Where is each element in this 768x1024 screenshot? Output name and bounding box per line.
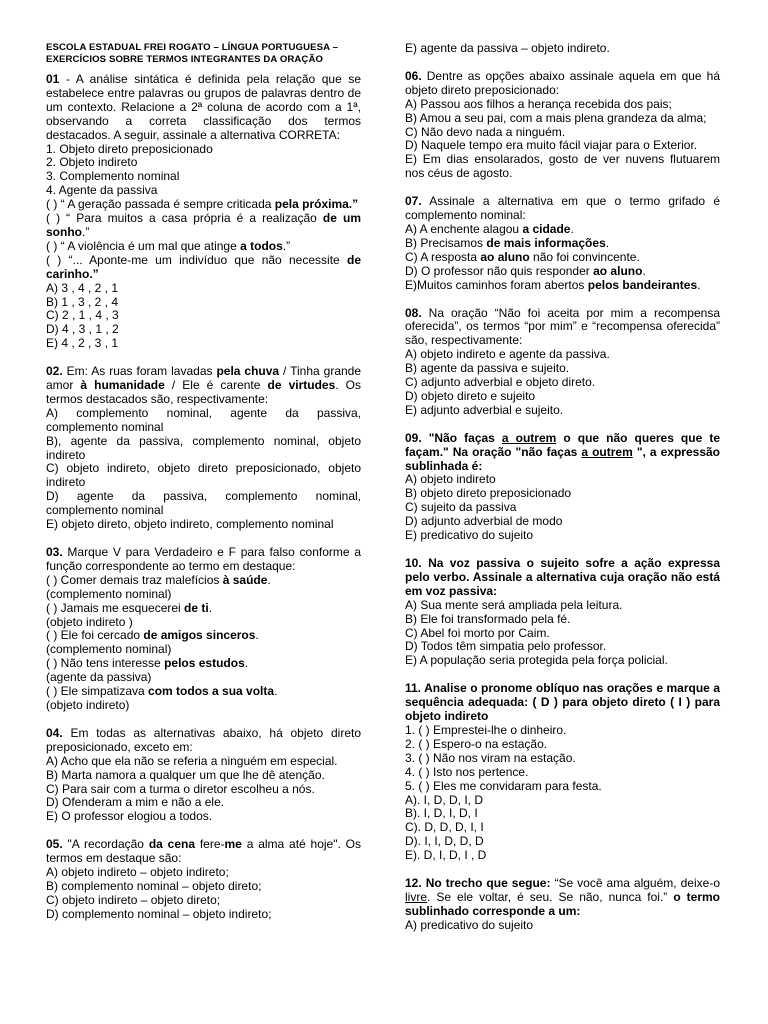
answer-option: E) A população seria protegida pela força policial. (405, 653, 668, 668)
question-06-stem: 06. Dentre as opções abaixo assinale aquela em que há objeto direto preposicionado: (405, 68, 720, 97)
answer-option: D) agente da passiva, complemento nominal, complemento nominal (46, 489, 361, 518)
answer-option: E) agente da passiva – objeto indireto. (405, 41, 610, 55)
answer-option: B) Ele foi transformado pela fé. (405, 611, 571, 626)
answer-option: E) O professor elogiou a todos. (46, 809, 213, 824)
answer-option: A) Sua mente será ampliada pela leitura. (405, 597, 623, 612)
answer-option: D) objeto direto e sujeito (405, 388, 536, 403)
list-item: 3. ( ) Não nos viram na estação. (405, 750, 576, 765)
answer-option: E)Muitos caminhos foram abertos pelos bandeirantes. (405, 277, 701, 292)
statement-note: (agente da passiva) (46, 670, 152, 685)
answer-option: C) Para sair com a turma o diretor escolheu a nós. (46, 781, 315, 796)
answer-option: E). D, I, D, I , D (405, 848, 487, 863)
question-03-number: 03. (46, 545, 63, 559)
answer-option: A) objeto indireto e agente da passiva. (405, 347, 610, 362)
answer-option: C) objeto indireto, objeto direto preposicionado, objeto indireto (46, 461, 361, 490)
question-11 (405, 682, 720, 863)
list-item: 5. ( ) Eles me convidaram para festa. (405, 778, 602, 793)
question-12 (405, 877, 720, 933)
question-02 (46, 365, 361, 532)
answer-option: B) objeto direto preposicionado (405, 486, 572, 501)
question-07 (405, 195, 720, 292)
statement-item: ( ) Ele foi cercado de amigos sinceros. (46, 628, 259, 643)
statement-item: ( ) “ A violência é um mal que atinge a todos.” (46, 238, 291, 253)
answer-option: A) 3 , 4 , 2 , 1 (46, 280, 119, 295)
question-04 (46, 727, 361, 824)
answer-option: D) 4 , 3 , 1 , 2 (46, 322, 119, 337)
statement-note: (complemento nominal) (46, 586, 172, 601)
list-item: 1. Objeto direto preposicionado (46, 141, 213, 156)
statement-item: ( ) Ele simpatizava com todos a sua volta. (46, 684, 278, 699)
right-column (405, 42, 720, 933)
question-07-number: 07. (405, 194, 422, 209)
answer-option: D) Naquele tempo era muito fácil viajar para o Exterior. (405, 138, 698, 153)
answer-option: B), agente da passiva, complemento nominal, objeto indireto (46, 433, 361, 462)
answer-option: B) agente da passiva e sujeito. (405, 361, 570, 376)
answer-option: B) Amou a seu pai, com a mais plena grandeza da alma; (405, 110, 707, 125)
answer-option: D) O professor não quis responder ao aluno. (405, 263, 646, 278)
question-12-number: 12. (405, 876, 422, 891)
question-03-stem: 03. Marque V para Verdadeiro e F para falso conforme a função correspondente ao termo em destaque: (46, 545, 361, 573)
question-02-stem: 02. Em: As ruas foram lavadas pela chuva / Tinha grande amor à humanidade / Ele é carente de virtudes. Os termos destacados são, respectivamente: (46, 364, 362, 406)
answer-option: B) Marta namora a qualquer um que lhe dê atenção. (46, 767, 325, 782)
question-09 (405, 432, 720, 543)
question-10 (405, 557, 720, 668)
statement-item: ( ) Jamais me esquecerei de ti. (46, 600, 213, 615)
statement-item: ( ) “ A geração passada é sempre criticada pela próxima.” (46, 197, 359, 212)
question-05 (46, 838, 361, 921)
answer-option: A) A enchente alagou a cidade. (405, 221, 574, 236)
list-item: 2. ( ) Espero-o na estação. (405, 736, 548, 751)
answer-option: A) objeto indireto – objeto indireto; (46, 865, 229, 880)
left-column (46, 42, 361, 922)
question-12-stem: 12. No trecho que segue: “Se você ama alguém, deixe-o livre. Se ele voltar, é seu. Se não, nunca foi.” o termo sublinhado corresponde a um: (405, 876, 720, 918)
header-line-1: ESCOLA ESTADUAL FREI ROGATO – LÍNGUA PORTUGUESA – (46, 42, 339, 53)
answer-option: C). D, D, D, I, I (405, 820, 484, 835)
answer-option: E) objeto direto, objeto indireto, complemento nominal (46, 517, 334, 532)
answer-option: A) Acho que ela não se referia a ninguém em especial. (46, 753, 338, 768)
question-06-number: 06. (405, 68, 422, 83)
question-10-stem: 10. Na voz passiva o sujeito sofre a ação expressa pelo verbo. Assinale a alternativa cuja oração não está em voz passiva: (405, 556, 720, 598)
statement-note: (objeto indireto ) (46, 614, 133, 629)
question-09-number: 09. (405, 430, 422, 445)
question-08 (405, 307, 720, 418)
answer-option: A). I, D, D, I, D (405, 792, 484, 807)
question-02-number: 02. (46, 364, 63, 379)
answer-option: D) Ofenderam a mim e não a ele. (46, 795, 225, 810)
answer-option: A) Passou aos filhos a herança recebida dos pais; (405, 96, 672, 111)
answer-option: C) Abel foi morto por Caim. (405, 625, 550, 640)
question-04-stem: 04. Em todas as alternativas abaixo, há objeto direto preposicionado, exceto em: (46, 725, 361, 754)
statement-item: ( ) “ Para muitos a casa própria é a realização de um sonho.” (46, 211, 361, 239)
header-line-2: EXERCÍCIOS SOBRE TERMOS INTEGRANTES DA ORAÇÃO (46, 53, 324, 65)
answer-option: E) Em dias ensolarados, gosto de ver nuvens flutuarem nos céus de agosto. (405, 152, 720, 181)
answer-option: D) Todos têm simpatia pelo professor. (405, 639, 607, 654)
statement-note: (objeto indireto) (46, 697, 130, 712)
answer-option: C) adjunto adverbial e objeto direto. (405, 375, 596, 390)
document-header (46, 42, 361, 65)
question-01 (46, 73, 361, 351)
statement-item: ( ) “... Aponte-me um indivíduo que não necessite de carinho.” (46, 252, 361, 281)
question-11-number: 11. (405, 681, 422, 696)
list-item: 4. Agente da passiva (46, 183, 158, 198)
answer-option: C) sujeito da passiva (405, 500, 517, 515)
question-09-stem: 09. "Não faças a outrem o que não queres que te façam." Na oração "não faças a outrem ", a expressão sublinhada é: (405, 430, 720, 473)
answer-option: D). I, I, D, D, D (405, 834, 484, 849)
question-08-stem: 08. Na oração “Não foi aceita por mim a recompensa oferecida”, os termos “por mim” e “recompensa oferecida” são, respectivamente: (405, 305, 720, 348)
answer-option: C) 2 , 1 , 4 , 3 (46, 308, 119, 323)
question-10-number: 10. (405, 556, 422, 570)
answer-option: B) complemento nominal – objeto direto; (46, 878, 262, 893)
answer-option: A) objeto indireto (405, 472, 496, 487)
answer-option: E) predicativo do sujeito (405, 528, 534, 543)
statement-item: ( ) Comer demais traz malefícios à saúde. (46, 572, 271, 587)
answer-option: B) 1 , 3 , 2 , 4 (46, 294, 119, 309)
answer-option: C) objeto indireto – objeto direto; (46, 892, 221, 907)
answer-option: E) 4 , 2 , 3 , 1 (46, 336, 119, 351)
answer-option: B). I, D, I, D, I (405, 806, 478, 821)
list-item: 3. Complemento nominal (46, 169, 180, 184)
answer-option: A) complemento nominal, agente da passiva, complemento nominal (46, 405, 361, 434)
answer-option: A) predicativo do sujeito (405, 917, 534, 932)
answer-option: E) adjunto adverbial e sujeito. (405, 402, 564, 417)
answer-option: D) complemento nominal – objeto indireto; (46, 906, 272, 921)
question-06 (405, 70, 720, 181)
question-04-number: 04. (46, 725, 63, 740)
list-item: 2. Objeto indireto (46, 155, 138, 170)
statement-note: (complemento nominal) (46, 642, 172, 657)
question-05-stem: 05. "A recordação da cena fere-me a alma até hoje". Os termos em destaque são: (46, 837, 361, 866)
question-07-stem: 07. Assinale a alternativa em que o termo grifado é complemento nominal: (405, 194, 720, 223)
question-11-stem: 11. Analise o pronome oblíquo nas orações e marque a sequência adequada: ( D ) para objeto direto ( I ) para objeto indireto (405, 681, 720, 724)
question-03 (46, 546, 361, 713)
list-item: 4. ( ) Isto nos pertence. (405, 764, 529, 779)
answer-option: B) Precisamos de mais informações. (405, 235, 610, 250)
question-05-number: 05. (46, 837, 63, 852)
question-01-stem: 01 - A análise sintática é definida pela relação que se estabelece entre palavras ou grupos de palavras dentro de um contexto. Relacione a 2ª coluna de acordo com a 1ª, observando a correta classificação dos termos destacados. A seguir, assinale a alternativa CORRETA: (46, 72, 361, 142)
question-01-number: 01 (46, 72, 60, 86)
answer-option: D) adjunto adverbial de modo (405, 514, 563, 529)
answer-option: C) Não devo nada a ninguém. (405, 124, 566, 139)
question-08-number: 08. (405, 305, 422, 320)
list-item: 1. ( ) Emprestei-lhe o dinheiro. (405, 722, 567, 737)
answer-option: C) A resposta ao aluno não foi convincente. (405, 249, 640, 264)
statement-item: ( ) Não tens interesse pelos estudos. (46, 656, 249, 671)
